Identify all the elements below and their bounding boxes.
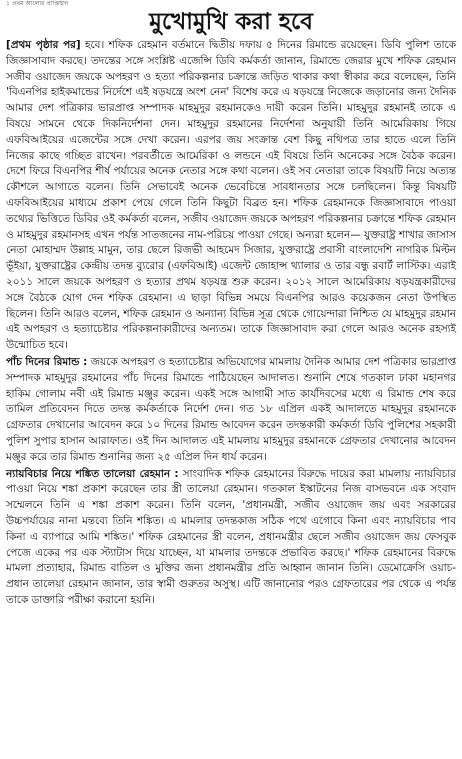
subheading-justice: ন্যায়বিচার নিয়ে শঙ্কিত তালেয়া রেহমান : bbox=[6, 467, 179, 480]
paragraph-2 bbox=[6, 355, 456, 466]
page-header-strip: ১ প্রথম আলোর প্রাপ্তিস্থান bbox=[6, 0, 69, 7]
paragraph-1 bbox=[6, 38, 456, 354]
paragraph-3 bbox=[6, 467, 456, 609]
paragraph-3-text: সাংবাদিক শফিক রেহমানের বিরুদ্ধে দায়ের করা মামলায় ন্যায়বিচার পাওয়া নিয়ে শঙ্কা প্রকাশ করেছেন তার স্ত্রী তালেয়া রেহমান। গতকাল ইস্কাটনের নিজ বাসভবনে এক সংবাদ সম্মেলনে তিনি এ শঙ্কা প্রকাশ করেন। তিনি বলেন, 'প্রধানমন্ত্রী, সজীব ওয়াজেদ জয় এবং সরকারের উচ্চপর্যায়ের নানা মন্তব্যে তিনি শঙ্কিত। এ মামলার তদন্তকাজ সঠিক পথে এগোবে কিনা এবং ন্যায়বিচার পাব কিনা এ ব্যাপারে আমি শঙ্কিত।' শফিক রেহমানের স্ত্রী বলেন, প্রধানমন্ত্রীর ছেলে সজীব ওয়াজেদ জয় ফেসবুক পেজে একের পর এক স্ট্যাটাস দিয়ে যাচ্ছেন, যা মামলার তদন্তকে প্রভাবিত করছে।' শফিক রেহমানের বিরুদ্ধে মামলা প্রত্যাহার, রিমান্ড বাতিল ও মুক্তির জন্য প্রধানমন্ত্রীর প্রতি আহ্বান জানান তিনি। ডেমোক্রেসি ওয়াচ-প্রধান তালেয়া রেহমান জানান, তার স্বামী গুরুতর অসুস্থ। এটি জানানোর পরও গ্রেফতারের পর থেকে এ পর্যন্ত তাকে ডাক্তারি পরীক্ষা করানো হয়নি। bbox=[6, 467, 456, 606]
paragraph-2-text: জয়কে অপহরণ ও হত্যাচেষ্টার অভিযোগের মামলায় দৈনিক আমার দেশ পত্রিকার ভারপ্রাপ্ত সম্পাদক মাহমুদুর রহমানের পাঁচ দিনের রিমান্ডে পাঠিয়েছেন আদালত। শুনানি শেষে গতকাল ঢাকা মহানগর হাকিম গোলাম নবী এই রিমান্ড মঞ্জুর করেন। একই সঙ্গে আগামী সাত কার্যদিবসের মধ্যে এ রিমান্ড শেষ করে তামিল প্রতিবেদন দিতে তদন্ত কর্মকর্তাকে নির্দেশ দেন। গত ১৮ এপ্রিল একই আদালতে মাহমুদুর রহমানকে গ্রেফতার দেখানোর আবেদন করে ১০ দিনের রিমান্ড আবেদন করেন তদন্তকারী কর্মকর্তা ডিবি পুলিশের সহকারী পুলিশ সুপার হাসান আরাফাত। ওই দিন আদালত এই মামলায় মাহমুদুর রহমানকে গ্রেফতার দেখানোর আবেদন মঞ্জুর করে তার রিমান্ড শুনানির জন্য ২৫ এপ্রিল দিন ধার্য করেন। bbox=[6, 355, 456, 463]
subheading-remand: পাঁচ দিনের রিমান্ড : bbox=[6, 355, 88, 368]
headline: মুখোমুখি করা হবে bbox=[149, 8, 313, 35]
continuation-marker: [প্রথম পৃষ্ঠার পর] bbox=[6, 39, 81, 51]
article-body bbox=[6, 38, 456, 609]
paragraph-1-text: হবে। শফিক রেহমান বর্তমানে দ্বিতীয় দফায় ৫ দিনের রিমান্ডে রয়েছেন। ডিবি পুলিশ তাকে জিজ্ঞাসাবাদ করছে। তদন্তের সঙ্গে সংশ্লিষ্ট এজেন্সি ডিবি কর্মকর্তা জানান, রিমান্ডে জেরার মুখে শফিক রেহমান সজীব ওয়াজেদ জয়কে অপহরণ ও হত্যা পরিকল্পনার চক্রান্তে জড়িত থাকার কথা স্বীকার করে বলেছেন, তিনি 'বিএনপির হাইকমান্ডের নির্দেশে এই ষড়যন্ত্রে অংশ নেন' বিশেষ করে এ ষড়যন্ত্রে নিজেকে জড়ানোর জন্য দৈনিক আমার দেশ পত্রিকার ভারপ্রাপ্ত সম্পাদক মাহমুদুর রহমানকেও দায়ী করেন তিনি। মাহমুদুর রহমানই তাকে এ বিষয়ে সামনে থেকে দিকনির্দেশনা দেন। মাহমুদুর রহমানের নির্দেশনা অনুযায়ী তিনি আমেরিকায় গিয়ে এফবিআইয়ের এজেন্টের সঙ্গে দেখা করেন। এরপর জয় সংক্রান্ত বেশ কিছু নথিপত্র তার হাতে এলে তিনি নিজের কাছে গচ্ছিত রাখেন। পরবর্তীতে আমেরিকা ও লন্ডনে এই বিষয়ে তিনি অনেকের সঙ্গে বৈঠক করেন। দেশে ফিরে বিএনপির শীর্ষ পর্যায়ের অনেক নেতার সঙ্গে কথা বলেন। ওই সব নেতারা তাকে বিষয়টি নিয়ে অত্যন্ত কৌশলে আগাতে বলেন। তিনি সেভাবেই অনেক ভেবেচিন্তে সাবধানতার সঙ্গে চলছিলেন। কিন্তু বিষয়টি এফবিআইয়ের মাধ্যমে প্রকাশ পেয়ে গেলে তিনি কিছুটা বিব্রত হন। শফিক রেহমানকে জিজ্ঞাসাবাদে পাওয়া তথ্যের ভিত্তিতে ডিবির ওই কর্মকর্তা বলেন, সজীব ওয়াজেদ জয়কে অপহরণ পরিকল্পনার চক্রান্তে শফিক রেহমান ও মাহমুদুর রহমানসহ এখন পর্যন্ত সাতজনের নাম-পরিচয় পাওয়া গেছে। অন্যরা হলেন— যুক্তরাষ্ট্র শাখার জাসাস নেতা মোহাম্মদ উল্লাহ মামুন, তার ছেলে রিজভী আহমেদ সিজার, যুক্তরাষ্ট্রে প্রবাসী বাংলাদেশি নাগরিক মিল্টন ভূঁইয়া, যুক্তরাষ্ট্রের কেন্দ্রীয় তদন্ত ব্যুরোর (এফবিআই) এজেন্ট জোহান্স থ্যালার ও তার বন্ধু রবার্ট লাস্টিক। এরাই ২০১১ সালে জয়কে অপহরণ ও হত্যার প্রথম ষড়যন্ত্র শুরু করেন। ২০১২ সালে আমেরিকায় ষড়যন্ত্রকারীদের সঙ্গে বৈঠকে যোগ দেন শফিক রেহমান। এ ছাড়া বিভিন্ন সময়ে বিএনপির আরও কয়েকজন নেতা উপস্থিত ছিলেন। তিনি আরও বলেন, শফিক রেহমান ও অন্যান্য বিভিন্ন সূত্র থেকে গোয়েন্দারা নিশ্চিত যে মাহমুদুর রহমান এই অপহরণ ও হত্যাচেষ্টার পরিকল্পনাকারীদের অন্যতম। তাকে জিজ্ঞাসাবাদ করা গেলে আরও অনেক রহস্যই উন্মোচিত হবে। bbox=[6, 39, 456, 352]
